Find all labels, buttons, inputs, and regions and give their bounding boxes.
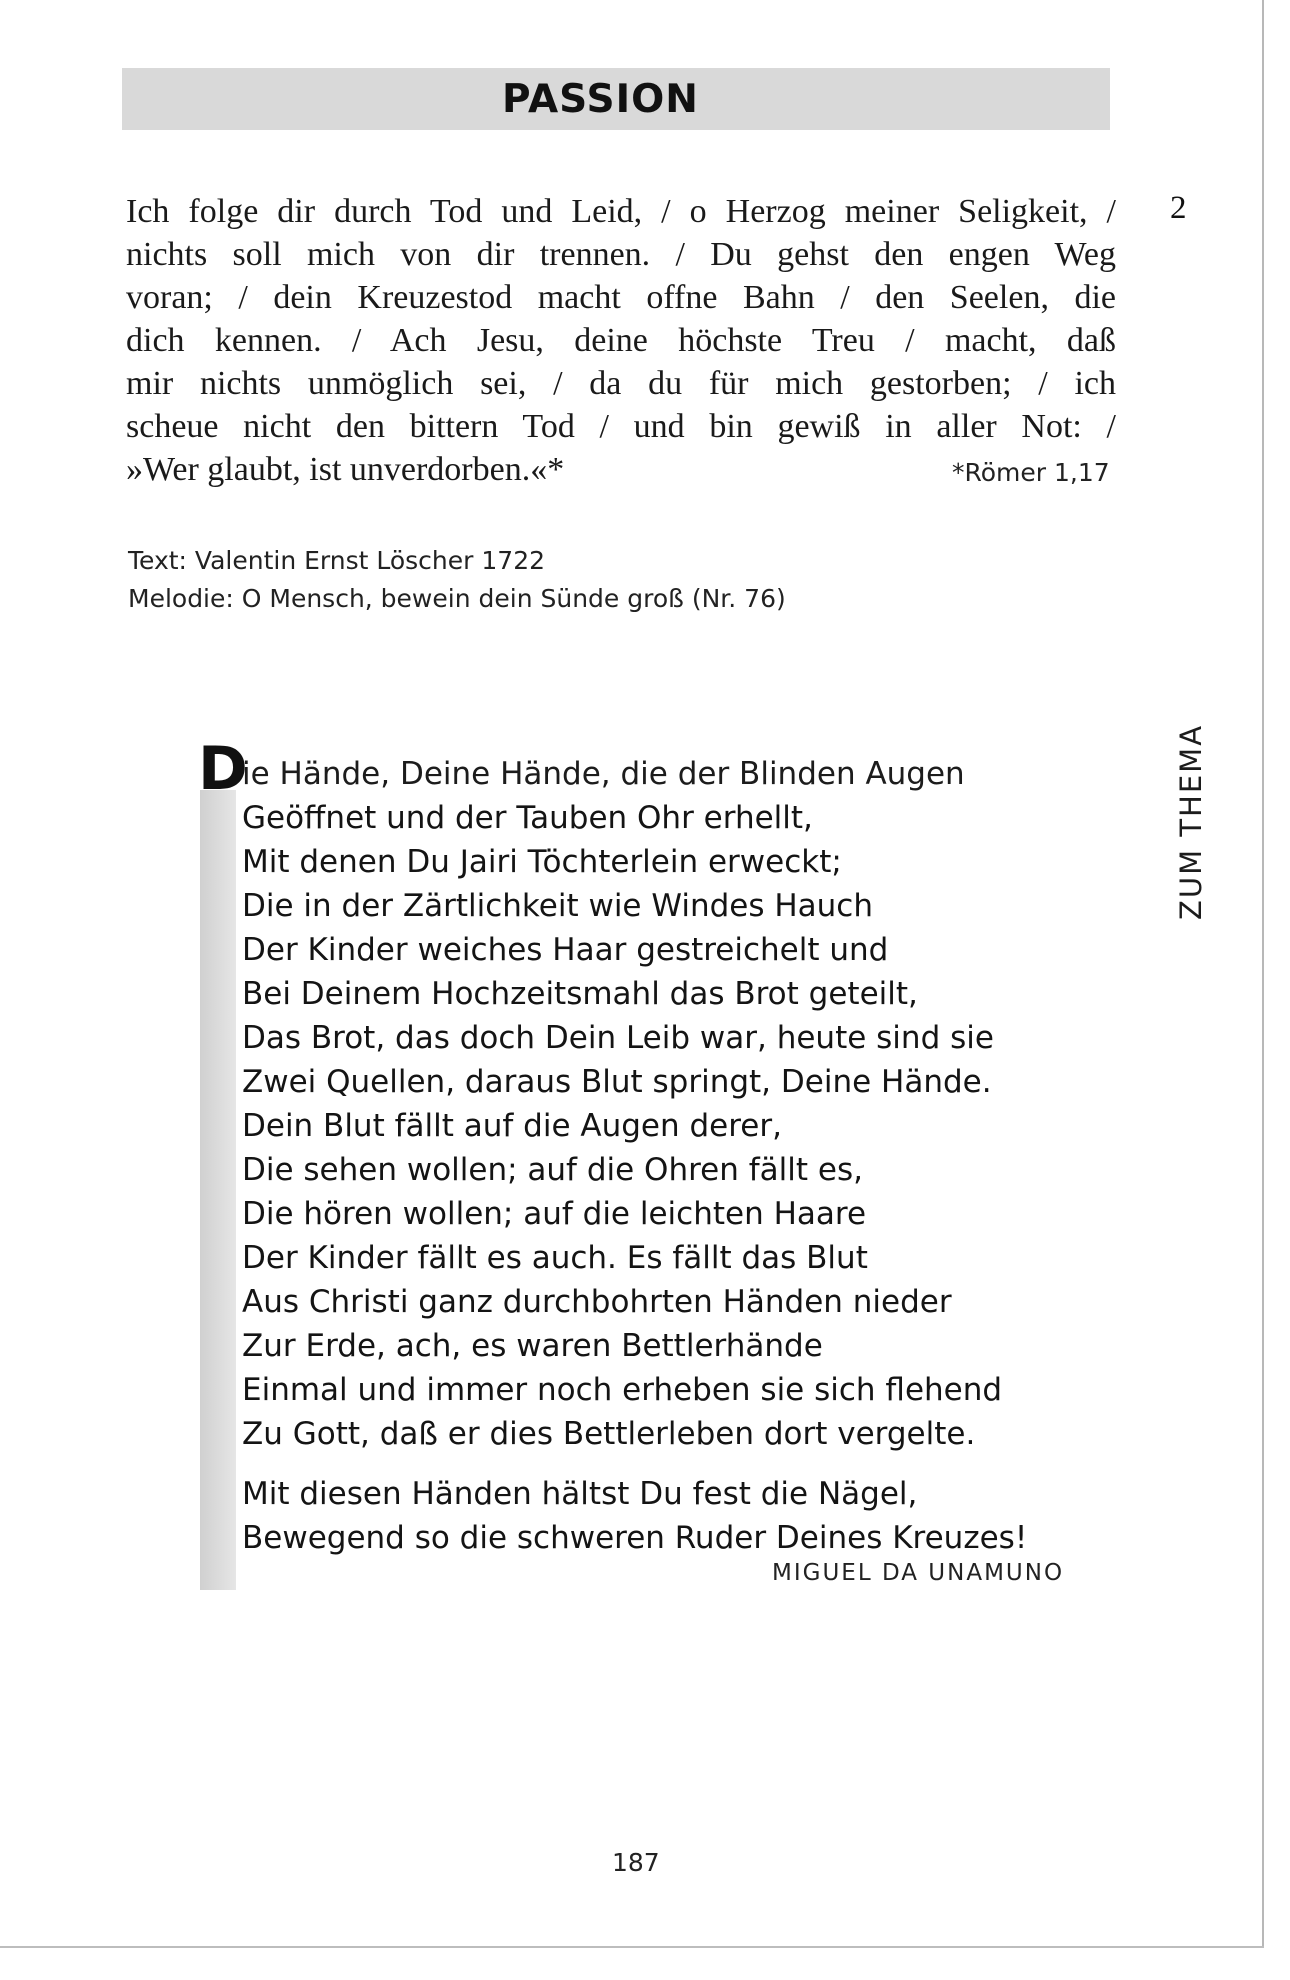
poem-stanza (242, 796, 1027, 1456)
poem-line: Der Kinder weiches Haar gestreichelt und (242, 932, 889, 968)
hymn-line: mir nichts unmöglich sei, / da du für mich gestorben; / ich (126, 365, 1116, 402)
melody-credit: Melodie: O Mensch, bewein dein Sünde groß (Nr. 76) (128, 584, 786, 613)
poem-line: Der Kinder fällt es auch. Es fällt das Blut (242, 1240, 868, 1276)
poem-line: Zwei Quellen, daraus Blut springt, Deine Hände. (242, 1064, 992, 1100)
hymn-stanza (126, 190, 1116, 491)
stanza-number: 2 (1170, 190, 1187, 226)
poem-line: Dein Blut fällt auf die Augen derer, (242, 1108, 782, 1144)
poem-line: Mit diesen Händen hältst Du fest die Nägel, (242, 1476, 918, 1512)
poem-stanza (242, 1472, 1027, 1560)
poem-line: Einmal und immer noch erheben sie sich flehend (242, 1372, 1003, 1408)
drop-cap: D (198, 734, 248, 804)
poem-side-bar (200, 790, 236, 1590)
poem-line: Zur Erde, ach, es waren Bettlerhände (242, 1328, 823, 1364)
poem-first-line: ie Hände, Deine Hände, die der Blinden Augen (242, 756, 965, 792)
page-number: 187 (612, 1848, 660, 1877)
poem-line: Die hören wollen; auf die leichten Haare (242, 1196, 867, 1232)
side-label: ZUM THEMA (1174, 723, 1208, 920)
poem-line: Bei Deinem Hochzeitsmahl das Brot geteilt, (242, 976, 918, 1012)
text-credit: Text: Valentin Ernst Löscher 1722 (128, 546, 546, 575)
poem-line: Aus Christi ganz durchbohrten Händen nieder (242, 1284, 952, 1320)
poem-line: Die in der Zärtlichkeit wie Windes Hauch (242, 888, 873, 924)
poem-line: Die sehen wollen; auf die Ohren fällt es, (242, 1152, 863, 1188)
hymn-line: »Wer glaubt, ist unverdorben.«* (126, 451, 565, 488)
poem-line: Bewegend so die schweren Ruder Deines Kreuzes! (242, 1520, 1028, 1556)
poem-line: Das Brot, das doch Dein Leib war, heute sind sie (242, 1020, 994, 1056)
hymn-line: dich kennen. / Ach Jesu, deine höchste Treu / macht, daß (126, 322, 1116, 359)
hymn-line: scheue nicht den bittern Tod / und bin gewiß in aller Not: / (126, 408, 1116, 445)
poem-author: MIGUEL DA UNAMUNO (772, 1560, 1065, 1586)
poem-line: Geöffnet und der Tauben Ohr erhellt, (242, 800, 813, 836)
page-edge (1262, 0, 1264, 1948)
hymn-line: voran; / dein Kreuzestod macht offne Bahn / den Seelen, die (126, 279, 1116, 316)
poem-line: Zu Gott, daß er dies Bettlerleben dort vergelte. (242, 1416, 976, 1452)
page-edge (0, 1946, 1264, 1948)
section-title: PASSION (502, 77, 699, 122)
footnote: *Römer 1,17 (952, 458, 1110, 487)
poem-line: Mit denen Du Jairi Töchterlein erweckt; (242, 844, 842, 880)
poem (242, 796, 1027, 1560)
hymn-line: nichts soll mich von dir trennen. / Du gehst den engen Weg (126, 236, 1116, 273)
hymn-line: Ich folge dir durch Tod und Leid, / o Herzog meiner Seligkeit, / (126, 193, 1116, 230)
credits (128, 542, 786, 618)
stanza-gap (242, 1456, 1027, 1472)
